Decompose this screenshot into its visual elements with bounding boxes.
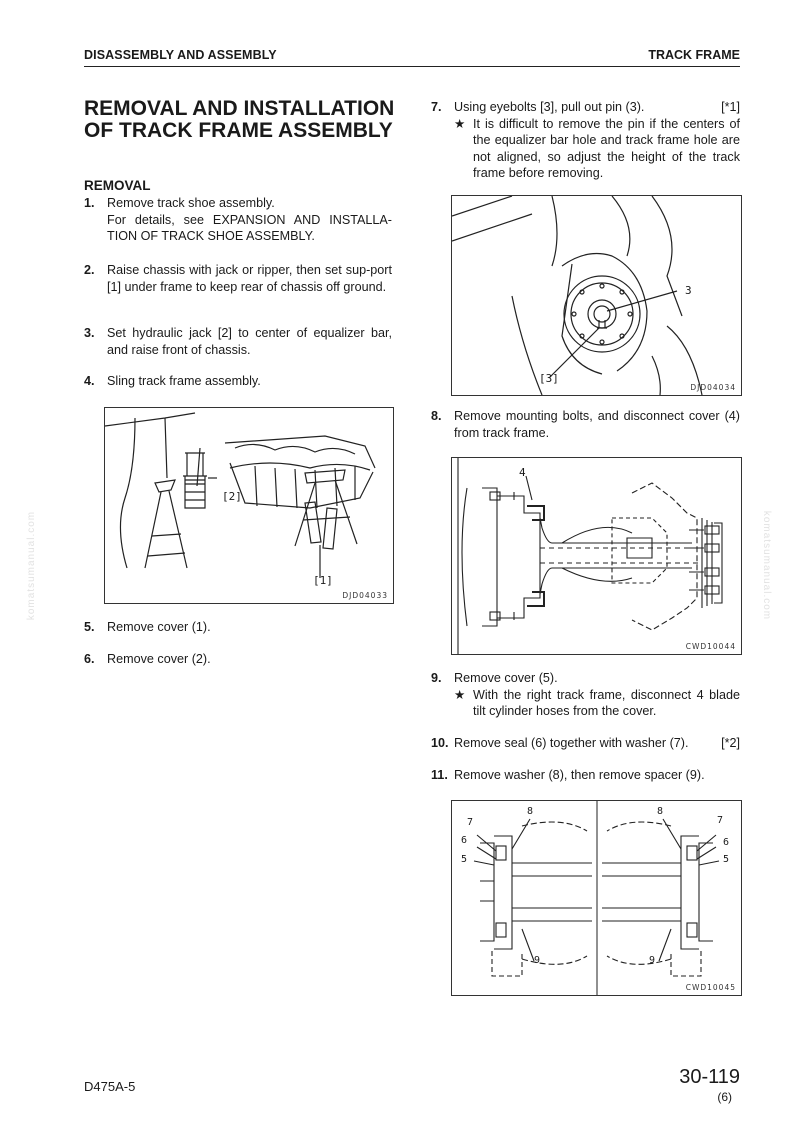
step-note: [454, 116, 740, 182]
step-2: [84, 262, 392, 295]
figure-id: DJD04033: [342, 591, 388, 600]
figure-label-jack: [2]: [222, 490, 242, 503]
step-text: For details, see EXPANSION AND INSTALLA-TION OF TRACK SHOE ASSEMBLY.: [107, 212, 392, 243]
header-section: DISASSEMBLY AND ASSEMBLY: [84, 48, 277, 62]
step-number: 9.: [431, 671, 442, 685]
step-text: Set hydraulic jack [2] to center of equalizer bar, and raise front of chassis.: [107, 326, 392, 357]
step-8: [431, 408, 740, 441]
pin-removal-drawing: [452, 196, 741, 395]
step-number: 2.: [84, 263, 95, 277]
footer-page-number: 30-119: [679, 1066, 740, 1088]
step-text: Remove seal (6) together with washer (7).: [454, 736, 689, 750]
step-text: Remove cover (2).: [107, 652, 211, 666]
seal-washer-spacer-drawing: [452, 801, 741, 995]
step-number: 10.: [431, 736, 449, 750]
step-text: Remove washer (8), then remove spacer (9).: [454, 768, 705, 782]
figure-label-washer-7-left: 7: [467, 817, 474, 828]
figure-label-cover-5-left: 5: [461, 854, 468, 865]
cover-4-drawing: [452, 458, 741, 654]
step-number: 8.: [431, 409, 442, 423]
figure-label-washer-8-left: 8: [527, 806, 534, 817]
step-5: [84, 619, 392, 636]
figure-label-seal-6-right: 6: [723, 837, 730, 848]
figure-label-washer-7-right: 7: [717, 815, 724, 826]
figure-label-cover-5-right: 5: [723, 854, 730, 865]
figure-chassis-support: [104, 407, 394, 604]
step-6: [84, 651, 392, 668]
step-10: [431, 735, 740, 752]
step-7: [431, 99, 740, 182]
note-text: It is difficult to remove the pin if the centers of the equalizer bar hole and track frame hole are not aligned, so adjust the height of the track frame before removing.: [473, 116, 740, 180]
step-text: Remove cover (5).: [454, 671, 558, 685]
figure-pin-removal: [451, 195, 742, 396]
figure-label-washer-8-right: 8: [657, 806, 664, 817]
figure-id: CWD10045: [685, 983, 736, 992]
figure-label-spacer-9-left: 9: [534, 955, 541, 966]
figure-label-eyebolt: [3]: [539, 372, 559, 385]
step-number: 1.: [84, 196, 95, 210]
step-note: [454, 687, 740, 720]
footer-model: D475A-5: [84, 1079, 136, 1094]
header-topic: TRACK FRAME: [648, 48, 740, 62]
note-star-icon: ★: [454, 116, 466, 131]
step-number: 5.: [84, 620, 95, 634]
step-4: [84, 373, 392, 390]
section-subtitle: REMOVAL: [84, 178, 151, 193]
figure-cover-4: [451, 457, 742, 655]
step-1: [84, 195, 392, 245]
step-text: Remove cover (1).: [107, 620, 211, 634]
step-9: [431, 670, 740, 720]
step-reference: [*1]: [721, 100, 740, 114]
figure-label-seal-6-left: 6: [461, 835, 468, 846]
page-title: REMOVAL AND INSTALLATION OF TRACK FRAME ASSEMBLY: [84, 97, 395, 142]
step-text: Sling track frame assembly.: [107, 374, 261, 388]
figure-label-spacer-9-right: 9: [649, 955, 656, 966]
figure-label-cover: 4: [519, 466, 526, 479]
figure-label-support: [1]: [313, 574, 333, 587]
step-text: Remove mounting bolts, and disconnect cover (4) from track frame.: [454, 409, 740, 440]
page-header: [84, 46, 740, 67]
chassis-support-drawing: [105, 408, 393, 603]
figure-id: DJD04034: [690, 383, 736, 392]
step-number: 6.: [84, 652, 95, 666]
step-number: 11.: [431, 768, 448, 782]
step-11: [431, 767, 740, 784]
note-star-icon: ★: [454, 687, 466, 702]
figure-seal-washer-spacer: [451, 800, 742, 996]
watermark-right: komatsumanual.com: [761, 510, 773, 621]
step-3: [84, 325, 392, 358]
step-reference: [*2]: [721, 736, 740, 750]
figure-label-pin: 3: [685, 284, 692, 297]
step-text: Using eyebolts [3], pull out pin (3).: [454, 100, 645, 114]
note-text: With the right track frame, disconnect 4 blade tilt cylinder hoses from the cover.: [473, 687, 740, 718]
step-number: 4.: [84, 374, 95, 388]
step-text: Remove track shoe assembly.: [107, 196, 275, 210]
step-number: 3.: [84, 326, 95, 340]
figure-id: CWD10044: [685, 642, 736, 651]
watermark-left: komatsumanual.com: [26, 510, 38, 621]
step-text: Raise chassis with jack or ripper, then set sup-port [1] under frame to keep rear of chassis off ground.: [107, 263, 392, 294]
footer-revision: (6): [717, 1090, 732, 1104]
step-number: 7.: [431, 100, 442, 114]
